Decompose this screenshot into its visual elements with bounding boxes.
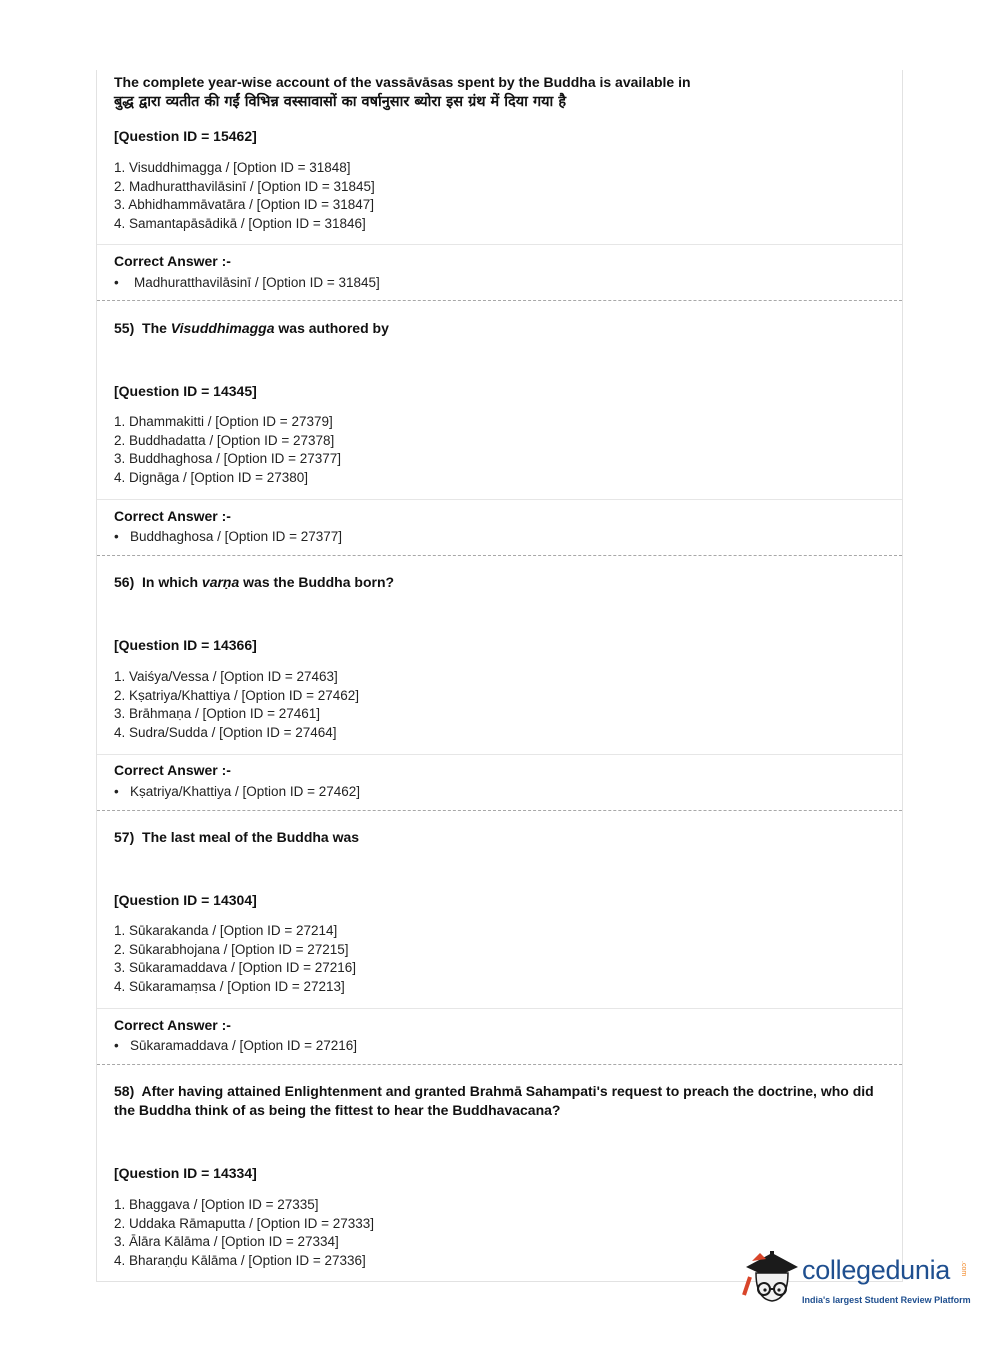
- q54-correct-answer: [114, 275, 885, 290]
- q57-option-4: 4. Sūkaramaṃsa / [Option ID = 27213]: [114, 978, 345, 994]
- q55-question-id: [Question ID = 14345]: [114, 383, 257, 399]
- question-separator: [97, 1064, 902, 1065]
- q57-options: [114, 922, 885, 996]
- q56-text: [114, 573, 885, 592]
- q54-option-1: 1. Visuddhimagga / [Option ID = 31848]: [114, 160, 351, 175]
- q55-option-1: 1. Dhammakitti / [Option ID = 27379]: [114, 414, 333, 429]
- q57-question-id: [Question ID = 14304]: [114, 892, 257, 908]
- logo-suffix: .com: [960, 1261, 967, 1277]
- q54-question-id: [Question ID = 15462]: [114, 128, 257, 144]
- q55-answer-text: Buddhaghosa / [Option ID = 27377]: [130, 529, 343, 544]
- q56-option-2: 2. Kṣatriya/Khattiya / [Option ID = 27462]: [114, 687, 360, 703]
- q55-correct-answer: [114, 529, 885, 544]
- question-separator: [97, 300, 902, 301]
- bullet-icon: •: [114, 1038, 119, 1053]
- q57-text-body: The last meal of the Buddha was: [142, 829, 360, 845]
- q55-correct-answer-label: Correct Answer :-: [114, 508, 231, 524]
- divider: [97, 499, 902, 500]
- q54-option-2: 2. Madhuratthavilāsinī / [Option ID = 31845]: [114, 178, 375, 194]
- q58-option-3: 3. Ālāra Kālāma / [Option ID = 27334]: [114, 1234, 339, 1250]
- q58-text-line1: [114, 1082, 885, 1101]
- q57-option-3: 3. Sūkaramaddava / [Option ID = 27216]: [114, 960, 357, 976]
- q55-number: 55): [114, 320, 135, 336]
- q57-answer-text: Sūkaramaddava / [Option ID = 27216]: [130, 1038, 358, 1053]
- q58-option-4: 4. Bharaṇḍu Kālāma / [Option ID = 27336]: [114, 1252, 366, 1268]
- q56-text-italic: varṇa: [201, 574, 240, 590]
- q56-answer-text: Kṣatriya/Khattiya / [Option ID = 27462]: [130, 784, 361, 799]
- q58-option-1: 1. Bhaggava / [Option ID = 27335]: [114, 1197, 319, 1212]
- q58-question-id: [Question ID = 14334]: [114, 1165, 257, 1181]
- q55-option-4: 4. Dignāga / [Option ID = 27380]: [114, 469, 309, 485]
- question-separator: [97, 555, 902, 556]
- q55-text-italic: Visuddhimagga: [170, 320, 275, 336]
- logo-tagline: India's largest Student Review Platform: [802, 1295, 971, 1305]
- question-paper-frame: [96, 70, 903, 1282]
- q54-correct-answer-label: Correct Answer :-: [114, 253, 231, 269]
- bullet-icon: •: [114, 784, 119, 799]
- q55-text-post: was authored by: [274, 320, 389, 336]
- q58-text-line2: the Buddha think of as being the fittest to hear the Buddhavacana?: [114, 1102, 561, 1118]
- q57-correct-answer-label: Correct Answer :-: [114, 1017, 231, 1033]
- bullet-icon: •: [114, 529, 119, 544]
- q55-option-2: 2. Buddhadatta / [Option ID = 27378]: [114, 432, 335, 448]
- q58-text-line1-body: After having attained Enlightenment and granted Brahmā Sahampati's request to preach the doctrine, who did: [141, 1083, 874, 1099]
- q56-question-id: [Question ID = 14366]: [114, 637, 257, 653]
- q56-number: 56): [114, 574, 135, 590]
- q54-option-3: 3. Abhidhammāvatāra / [Option ID = 31847]: [114, 197, 375, 213]
- q56-correct-answer-label: Correct Answer :-: [114, 762, 231, 778]
- q57-text: [114, 828, 885, 847]
- q56-options: [114, 668, 885, 742]
- q55-text-pre: The: [142, 320, 171, 336]
- q56-text-post: was the Buddha born?: [239, 574, 395, 590]
- q57-option-1: 1. Sūkarakanda / [Option ID = 27214]: [114, 923, 338, 938]
- q56-correct-answer: [114, 784, 885, 799]
- q56-option-4: 4. Sudra/Sudda / [Option ID = 27464]: [114, 724, 337, 740]
- q55-text: [114, 319, 885, 338]
- q55-option-3: 3. Buddhaghosa / [Option ID = 27377]: [114, 451, 342, 467]
- q58-option-2: 2. Uddaka Rāmaputta / [Option ID = 27333]: [114, 1215, 375, 1231]
- q56-option-3: 3. Brāhmaṇa / [Option ID = 27461]: [114, 706, 321, 722]
- q57-number: 57): [114, 829, 135, 845]
- mascot-graduate-icon: [742, 1247, 804, 1311]
- q54-text-en: The complete year-wise account of the vassāvāsas spent by the Buddha is available in: [114, 74, 691, 90]
- collegedunia-logo: [742, 1247, 972, 1319]
- question-separator: [97, 810, 902, 811]
- q56-text-pre: In which: [142, 574, 202, 590]
- q55-options: [114, 413, 885, 487]
- q58-text: [114, 1082, 885, 1120]
- logo-brand-text: collegedunia: [802, 1255, 951, 1285]
- divider: [97, 754, 902, 755]
- q56-option-1: 1. Vaiśya/Vessa / [Option ID = 27463]: [114, 669, 338, 684]
- divider: [97, 244, 902, 245]
- bullet-icon: •: [114, 275, 119, 290]
- q54-options: [114, 159, 885, 233]
- q58-number: 58): [114, 1083, 135, 1099]
- q54-answer-text: Madhuratthavilāsinī / [Option ID = 31845]: [134, 275, 380, 290]
- q57-option-2: 2. Sūkarabhojana / [Option ID = 27215]: [114, 941, 349, 957]
- divider: [97, 1008, 902, 1009]
- q54-text-hi: बुद्ध द्वारा व्यतीत की गईं विभिन्न वस्सावासों का वर्षानुसार ब्योरा इस ग्रंथ में दिया गया है: [114, 94, 567, 110]
- q54-option-4: 4. Samantapāsādikā / [Option ID = 31846]: [114, 215, 366, 231]
- q57-correct-answer: [114, 1038, 885, 1053]
